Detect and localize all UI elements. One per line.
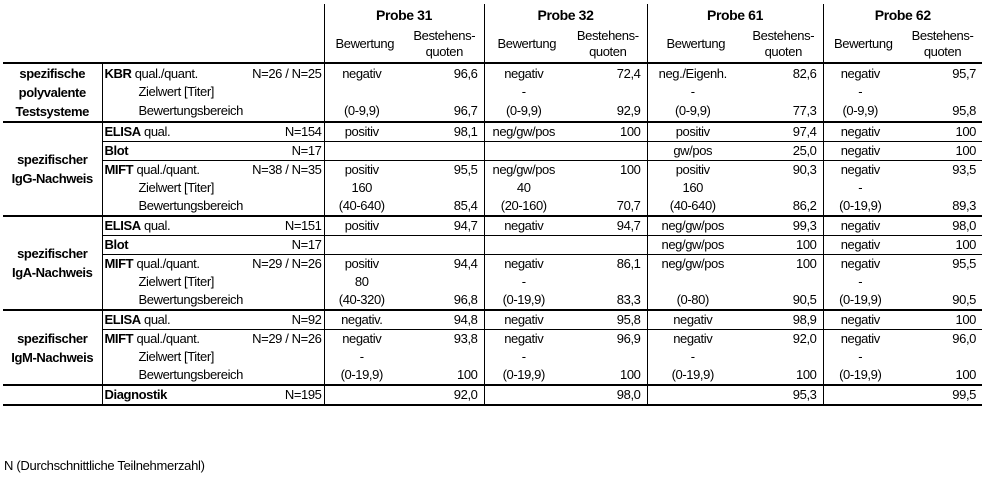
method-cell xyxy=(102,385,324,405)
bestehensquote-cell: 100 xyxy=(903,142,982,161)
bewertung-cell: negativ xyxy=(823,142,903,161)
bewertung-cell: negativ xyxy=(823,330,903,349)
bewertung-cell: positiv xyxy=(324,161,405,180)
method-label xyxy=(105,142,129,160)
bewertung-cell: negativ xyxy=(823,122,903,142)
method-detail: Bewertungsbereich xyxy=(138,198,243,213)
bewertung-cell: positiv xyxy=(324,255,405,274)
table-row xyxy=(3,366,982,385)
bestehensquote-cell: 93,8 xyxy=(405,330,484,349)
bewertung-cell: positiv xyxy=(647,161,744,180)
bestehensquote-cell: 99,5 xyxy=(903,385,982,405)
bestehensquote-cell: 100 xyxy=(569,122,647,142)
bestehensquote-cell: 92,0 xyxy=(405,385,484,405)
bewertung-cell: negativ xyxy=(647,310,744,330)
bestehensquoten-line-1: Bestehens- xyxy=(576,28,639,43)
bewertung-cell: neg/gw/pos xyxy=(484,161,569,180)
method-cell xyxy=(102,255,324,274)
bewertung-cell: (0-9,9) xyxy=(823,102,903,122)
bestehensquote-cell: 83,3 xyxy=(616,292,641,307)
bestehensquote-cell xyxy=(744,273,823,291)
bestehensquoten-line-2: quoten xyxy=(923,44,962,59)
method-cell xyxy=(102,197,324,216)
bewertung-cell: - xyxy=(823,273,903,291)
method-name: Blot xyxy=(104,143,129,158)
bestehensquote-cell xyxy=(744,348,823,366)
bestehensquote-cell: 92,0 xyxy=(744,330,823,349)
bestehensquote-cell: 85,4 xyxy=(453,198,478,213)
bestehensquote-cell: 100 xyxy=(744,236,823,255)
method-name: Diagnostik xyxy=(104,387,167,402)
bewertung-cell: - xyxy=(484,83,569,102)
method-cell xyxy=(102,310,324,330)
method-label xyxy=(105,65,198,83)
bestehensquoten-line-2: quoten xyxy=(764,44,802,59)
bestehensquote-cell: 70,7 xyxy=(616,198,641,213)
bestehensquoten-column-header xyxy=(903,26,982,63)
bewertung-cell: 160 xyxy=(647,179,744,197)
table-row xyxy=(3,216,982,236)
bestehensquote-cell: 95,5 xyxy=(405,161,484,180)
bewertung-cell: (0-19,9) xyxy=(484,291,569,310)
table-row xyxy=(3,83,982,102)
table-row xyxy=(3,310,982,330)
bestehensquote-cell: 94,7 xyxy=(569,216,647,236)
method-cell xyxy=(102,348,324,366)
bestehensquote-cell: 98,0 xyxy=(569,385,647,405)
method-label xyxy=(105,273,214,291)
method-cell xyxy=(102,102,324,122)
method-detail: qual./quant. xyxy=(136,331,200,346)
bestehensquote-cell: 98,1 xyxy=(405,122,484,142)
bestehensquote-cell: 100 xyxy=(744,255,823,274)
method-name: MIFT xyxy=(104,331,134,346)
bewertung-cell: neg/gw/pos xyxy=(647,216,744,236)
bestehensquote-cell: 93,5 xyxy=(903,161,982,180)
bewertung-column-header: Bewertung xyxy=(823,26,903,63)
bestehensquote-cell: 100 xyxy=(955,367,976,382)
bewertung-cell: negativ xyxy=(484,255,569,274)
bestehensquote-cell: 25,0 xyxy=(744,142,823,161)
bestehensquote-cell: 86,1 xyxy=(569,255,647,274)
bestehensquoten-line-1: Bestehens- xyxy=(911,28,974,43)
participant-count: N=154 xyxy=(284,124,322,139)
bewertung-cell: - xyxy=(647,83,744,102)
group-label: spezifischer IgG-Nachweis xyxy=(3,122,102,216)
method-label xyxy=(105,236,129,254)
bewertung-cell xyxy=(324,142,405,161)
bewertung-cell: (0-19,9) xyxy=(324,366,405,385)
bestehensquote-cell xyxy=(569,179,647,197)
bestehensquote-cell: 96,9 xyxy=(569,330,647,349)
table-row xyxy=(3,385,982,405)
method-label xyxy=(105,386,167,404)
bestehensquote-cell: 94,7 xyxy=(405,216,484,236)
bewertung-cell: positiv xyxy=(324,122,405,142)
method-label xyxy=(105,197,244,215)
bestehensquote-cell: 100 xyxy=(903,236,982,255)
bestehensquote-cell xyxy=(405,83,484,102)
group-label: spezifische polyvalente Testsysteme xyxy=(3,63,102,122)
bestehensquote-cell: 90,5 xyxy=(792,292,817,307)
bewertung-cell: negativ xyxy=(823,310,903,330)
results-table xyxy=(3,4,982,406)
bewertung-cell xyxy=(324,236,405,255)
bestehensquote-cell: 95,5 xyxy=(903,255,982,274)
method-name: MIFT xyxy=(104,162,134,177)
method-label xyxy=(105,291,244,309)
bestehensquoten-column-header xyxy=(569,26,647,63)
bestehensquote-cell: 96,8 xyxy=(453,292,478,307)
bestehensquote-cell: 94,4 xyxy=(405,255,484,274)
participant-count: N=26 / N=25 xyxy=(252,65,322,81)
table-row xyxy=(3,330,982,349)
method-cell xyxy=(102,330,324,349)
bewertung-cell: negativ xyxy=(324,63,405,83)
method-detail: Zielwert [Titer] xyxy=(138,349,214,364)
method-detail: Zielwert [Titer] xyxy=(138,274,214,289)
bewertung-cell: neg./Eigenh. xyxy=(647,63,744,83)
bewertung-cell: (40-320) xyxy=(324,291,405,310)
bestehensquote-cell xyxy=(903,179,982,197)
method-label xyxy=(105,179,214,197)
bewertung-cell: neg/gw/pos xyxy=(647,255,744,274)
method-detail: qual./quant. xyxy=(136,162,200,177)
table-row xyxy=(3,255,982,274)
method-label xyxy=(105,348,214,366)
bestehensquote-cell xyxy=(405,273,484,291)
table-row xyxy=(3,273,982,291)
bestehensquote-cell xyxy=(405,236,484,255)
bestehensquote-cell xyxy=(569,236,647,255)
participant-count: N=195 xyxy=(284,387,322,402)
bewertung-cell: negativ xyxy=(823,236,903,255)
bestehensquote-cell: 95,8 xyxy=(569,310,647,330)
bewertung-cell: (0-19,9) xyxy=(647,366,744,385)
method-cell xyxy=(102,291,324,310)
method-name: ELISA xyxy=(104,312,141,327)
bestehensquote-cell xyxy=(569,142,647,161)
bewertung-cell xyxy=(324,385,405,405)
sample-header: Probe 62 xyxy=(823,4,982,26)
method-label xyxy=(105,83,214,101)
table-row xyxy=(3,291,982,310)
bewertung-cell: negativ xyxy=(484,310,569,330)
bewertung-cell: - xyxy=(484,273,569,291)
bestehensquote-cell xyxy=(405,179,484,197)
bestehensquote-cell: 100 xyxy=(903,122,982,142)
table-row xyxy=(3,122,982,142)
bewertung-cell: - xyxy=(823,348,903,366)
method-cell xyxy=(102,216,324,236)
method-detail: Bewertungsbereich xyxy=(138,367,243,382)
bewertung-cell: (0-19,9) xyxy=(823,366,903,385)
bewertung-cell: (20-160) xyxy=(484,197,569,216)
bewertung-cell: negativ xyxy=(823,216,903,236)
method-label xyxy=(105,366,244,384)
bewertung-cell xyxy=(823,385,903,405)
bestehensquote-cell: 100 xyxy=(903,310,982,330)
bestehensquote-cell: 100 xyxy=(569,161,647,180)
bewertung-cell: - xyxy=(823,83,903,102)
participant-count: N=29 / N=26 xyxy=(252,331,322,346)
method-detail: qual. xyxy=(144,218,171,233)
participant-count: N=151 xyxy=(284,218,322,233)
bestehensquote-cell: 99,3 xyxy=(744,216,823,236)
bewertung-column-header: Bewertung xyxy=(484,26,569,63)
method-label xyxy=(105,255,200,273)
method-label xyxy=(105,102,244,120)
participant-count: N=17 xyxy=(291,143,322,158)
bewertung-cell: (40-640) xyxy=(324,197,405,216)
bewertung-cell: (0-9,9) xyxy=(647,102,744,122)
participant-count: N=29 / N=26 xyxy=(252,256,322,271)
bewertung-cell: (0-19,9) xyxy=(484,366,569,385)
bewertung-cell: neg/gw/pos xyxy=(647,236,744,255)
method-cell xyxy=(102,142,324,161)
method-cell xyxy=(102,236,324,255)
method-name: ELISA xyxy=(104,124,141,139)
bestehensquoten-line-1: Bestehens- xyxy=(752,28,815,43)
bestehensquote-cell xyxy=(569,348,647,366)
method-detail: qual./quant. xyxy=(136,256,200,271)
bestehensquote-cell: 90,3 xyxy=(744,161,823,180)
method-cell xyxy=(102,83,324,102)
bewertung-cell: negativ xyxy=(484,63,569,83)
bestehensquote-cell xyxy=(405,348,484,366)
bestehensquote-cell: 95,3 xyxy=(744,385,823,405)
method-detail: Bewertungsbereich xyxy=(138,292,243,307)
bestehensquote-cell: 89,3 xyxy=(952,198,976,213)
bewertung-cell: (0-9,9) xyxy=(324,102,405,122)
bewertung-cell xyxy=(324,83,405,102)
bestehensquoten-line-2: quoten xyxy=(425,44,463,59)
method-label xyxy=(105,161,200,179)
bestehensquote-cell xyxy=(903,348,982,366)
bestehensquote-cell: 96,6 xyxy=(405,63,484,83)
table-row xyxy=(3,63,982,83)
bestehensquote-cell: 95,7 xyxy=(903,63,982,83)
method-cell xyxy=(102,366,324,385)
bestehensquote-cell: 72,4 xyxy=(569,63,647,83)
bestehensquote-cell xyxy=(744,179,823,197)
bewertung-cell xyxy=(484,236,569,255)
bestehensquoten-line-2: quoten xyxy=(589,44,627,59)
bestehensquote-cell xyxy=(903,273,982,291)
footnote: N (Durchschnittliche Teilnehmerzahl) xyxy=(4,458,205,473)
bewertung-cell: (0-19,9) xyxy=(823,291,903,310)
sample-header: Probe 32 xyxy=(484,4,647,26)
method-cell xyxy=(102,179,324,197)
bestehensquote-cell: 96,7 xyxy=(453,103,478,119)
bestehensquote-cell: 94,8 xyxy=(405,310,484,330)
bestehensquote-cell: 98,0 xyxy=(903,216,982,236)
bestehensquote-cell: 100 xyxy=(620,367,641,382)
bestehensquote-cell: 100 xyxy=(457,367,478,382)
bewertung-column-header: Bewertung xyxy=(647,26,744,63)
bewertung-cell: positiv xyxy=(324,216,405,236)
bewertung-cell xyxy=(647,273,744,291)
bestehensquote-cell: 95,8 xyxy=(952,103,976,119)
method-name: MIFT xyxy=(104,256,134,271)
bewertung-cell: negativ xyxy=(647,330,744,349)
group-label xyxy=(3,385,102,405)
bestehensquote-cell: 100 xyxy=(796,367,817,382)
bewertung-cell: - xyxy=(324,348,405,366)
bewertung-cell xyxy=(647,385,744,405)
bestehensquote-cell: 90,5 xyxy=(952,292,976,307)
bestehensquote-cell: 82,6 xyxy=(744,63,823,83)
bewertung-cell: - xyxy=(823,179,903,197)
table-row xyxy=(3,142,982,161)
bestehensquoten-column-header xyxy=(405,26,484,63)
bestehensquote-cell xyxy=(903,83,982,102)
bestehensquote-cell: 98,9 xyxy=(744,310,823,330)
bewertung-cell: (0-80) xyxy=(647,291,744,310)
bewertung-cell: 40 xyxy=(484,179,569,197)
bestehensquoten-column-header xyxy=(744,26,823,63)
bestehensquote-cell: 86,2 xyxy=(792,198,817,213)
method-name: Blot xyxy=(104,237,129,252)
bewertung-cell: negativ xyxy=(484,216,569,236)
bewertung-cell: negativ xyxy=(484,330,569,349)
bestehensquote-cell: 92,9 xyxy=(616,103,641,119)
bestehensquote-cell: 96,0 xyxy=(903,330,982,349)
bewertung-cell: negativ xyxy=(823,63,903,83)
method-cell xyxy=(102,161,324,180)
table-row xyxy=(3,179,982,197)
table-row xyxy=(3,348,982,366)
method-detail: Zielwert [Titer] xyxy=(138,84,214,100)
bestehensquoten-line-1: Bestehens- xyxy=(413,28,476,43)
bewertung-cell: negativ. xyxy=(324,310,405,330)
bewertung-cell: neg/gw/pos xyxy=(484,122,569,142)
bewertung-cell: - xyxy=(484,348,569,366)
sample-header: Probe 31 xyxy=(324,4,484,26)
table-row xyxy=(3,197,982,216)
bewertung-cell: 80 xyxy=(324,273,405,291)
method-label xyxy=(105,217,171,235)
participant-count: N=17 xyxy=(291,237,322,252)
bewertung-cell: negativ xyxy=(823,161,903,180)
bestehensquote-cell xyxy=(744,83,823,102)
table-row xyxy=(3,161,982,180)
method-cell xyxy=(102,122,324,142)
bewertung-cell: gw/pos xyxy=(647,142,744,161)
bewertung-cell: 160 xyxy=(324,179,405,197)
bewertung-cell: - xyxy=(647,348,744,366)
method-label xyxy=(105,311,171,329)
bewertung-cell xyxy=(484,385,569,405)
method-detail: Bewertungsbereich xyxy=(138,103,243,119)
method-label xyxy=(105,330,200,348)
group-label: spezifischer IgM-Nachweis xyxy=(3,310,102,385)
method-detail: Zielwert [Titer] xyxy=(138,180,214,195)
bewertung-cell: (0-9,9) xyxy=(484,102,569,122)
sample-header: Probe 61 xyxy=(647,4,823,26)
participant-count: N=92 xyxy=(291,312,322,327)
table-row xyxy=(3,236,982,255)
method-label xyxy=(105,123,171,141)
bewertung-cell: (0-19,9) xyxy=(823,197,903,216)
bestehensquote-cell xyxy=(569,273,647,291)
method-name: ELISA xyxy=(104,218,141,233)
method-detail: qual./quant. xyxy=(134,65,198,81)
bestehensquote-cell: 77,3 xyxy=(792,103,817,119)
bewertung-cell: negativ xyxy=(324,330,405,349)
bewertung-cell: negativ xyxy=(823,255,903,274)
table-row xyxy=(3,102,982,122)
bestehensquote-cell: 97,4 xyxy=(744,122,823,142)
bestehensquote-cell xyxy=(405,142,484,161)
bewertung-column-header: Bewertung xyxy=(324,26,405,63)
bestehensquote-cell xyxy=(569,83,647,102)
participant-count: N=38 / N=35 xyxy=(252,162,322,177)
group-label: spezifischer IgA-Nachweis xyxy=(3,216,102,310)
method-cell xyxy=(102,63,324,83)
method-name: KBR xyxy=(104,65,132,81)
method-detail: qual. xyxy=(144,312,171,327)
method-detail: qual. xyxy=(144,124,171,139)
bewertung-cell xyxy=(484,142,569,161)
method-cell xyxy=(102,273,324,291)
bewertung-cell: positiv xyxy=(647,122,744,142)
bewertung-cell: (40-640) xyxy=(647,197,744,216)
